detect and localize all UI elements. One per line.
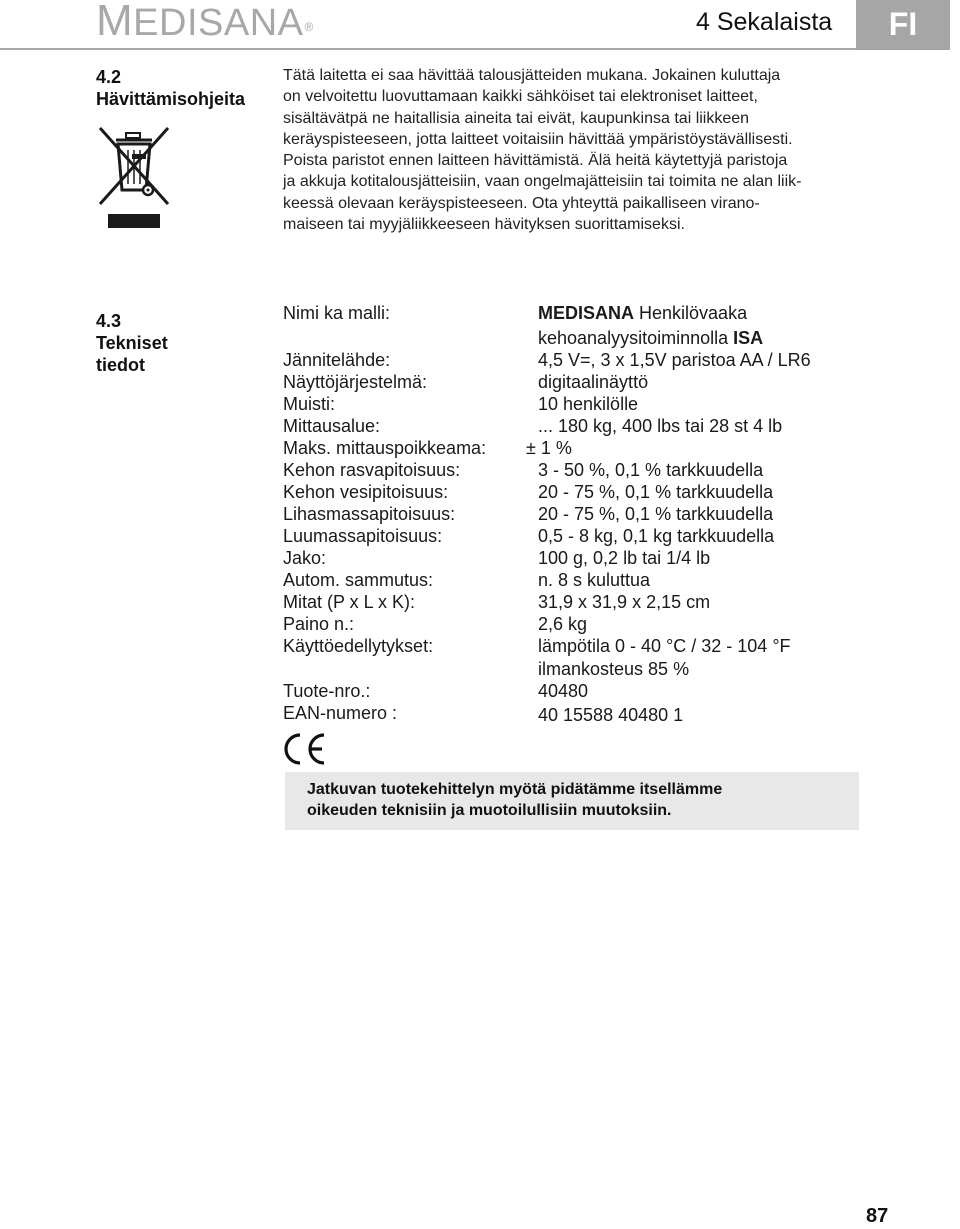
section-heading-disposal [96, 66, 245, 110]
spec-label: Käyttöedellytykset: [283, 636, 434, 656]
spec-row [283, 371, 923, 393]
spec-row [283, 481, 923, 503]
disposal-instructions [283, 65, 860, 235]
disposal-line: keessä olevaan keräyspisteeseen. Ota yhteyttä paikalliseen virano- [283, 194, 760, 212]
spec-row [283, 635, 923, 657]
spec-value: ilmankosteus 85 % [538, 659, 690, 679]
disposal-line: maiseen tai myyjäliikkeeseen hävityksen suorittamiseksi. [283, 216, 685, 234]
spec-value: 10 henkilölle [538, 394, 639, 414]
spec-value: 31,9 x 31,9 x 2,15 cm [538, 592, 711, 612]
spec-label: Jako: [283, 548, 327, 568]
spec-value: ... 180 kg, 400 lbs tai 28 st 4 lb [538, 416, 783, 436]
spec-value: 100 g, 0,2 lb tai 1/4 lb [538, 548, 711, 568]
spec-value: 40480 [538, 681, 589, 701]
page-header [0, 0, 960, 50]
spec-label: Kehon rasvapitoisuus: [283, 460, 461, 480]
header-divider [0, 48, 856, 50]
spec-value: digitaalinäyttö [538, 372, 649, 392]
spec-value: 40 15588 40480 1 [538, 705, 684, 725]
spec-row [283, 415, 923, 437]
crossed-out-wheelie-bin-icon [96, 124, 172, 232]
spec-value: kehoanalyysitoiminnolla ISA [538, 328, 764, 348]
spec-label: Kehon vesipitoisuus: [283, 482, 449, 502]
spec-label: Mittausalue: [283, 416, 381, 436]
spec-row [283, 349, 923, 371]
spec-value: 20 - 75 %, 0,1 % tarkkuudella [538, 482, 774, 502]
disposal-line: keräyspisteeseen, jotta laitteet voitaisiin hävittää ympäristöystävällisesti. [283, 130, 793, 148]
spec-row [283, 437, 923, 459]
spec-value: 2,6 kg [538, 614, 588, 634]
spec-label: Jännitelähde: [283, 350, 391, 370]
spec-label: EAN-numero : [283, 703, 398, 723]
spec-row [283, 302, 923, 324]
spec-row [283, 680, 923, 702]
spec-row [283, 591, 923, 613]
spec-row [283, 658, 923, 680]
spec-label: Autom. sammutus: [283, 570, 434, 590]
spec-value: ± 1 % [526, 438, 572, 458]
notice-line: Jatkuvan tuotekehittelyn myötä pidätämme itsellämme [307, 781, 723, 798]
language-tab: FI [856, 0, 950, 50]
disposal-line: Poista paristot ennen laitteen hävittämistä. Älä heitä käytettyjä paristoja [283, 152, 788, 170]
spec-value: lämpötila 0 - 40 °C / 32 - 104 °F [538, 636, 791, 656]
section-title: Hävittämisohjeita [96, 89, 246, 109]
section-number: 4.2 [96, 67, 122, 87]
section-title: Tekniset [96, 333, 168, 353]
spec-value: 3 - 50 %, 0,1 % tarkkuudella [538, 460, 764, 480]
section-number: 4.3 [96, 311, 122, 331]
spec-label: Maks. mittauspoikkeama: [283, 438, 487, 458]
spec-row [283, 702, 923, 724]
chapter-title: 4 Sekalaista [696, 8, 833, 36]
ce-mark-icon [280, 730, 328, 768]
spec-label: Mitat (P x L x K): [283, 592, 416, 612]
spec-label: Nimi ka malli: [283, 303, 391, 323]
notice-line: oikeuden teknisiin ja muotoilullisiin muutoksiin. [307, 802, 672, 819]
disposal-line: sisältävätpä ne haitallisia aineita tai eivät, kaupunkinsa tai liikkeen [283, 109, 750, 127]
spec-row [283, 503, 923, 525]
spec-value: n. 8 s kuluttua [538, 570, 651, 590]
notice-box [285, 772, 859, 830]
section-heading-specs [96, 310, 168, 376]
spec-label: Tuote-nro.: [283, 681, 371, 701]
spec-row [283, 393, 923, 415]
spec-row [283, 525, 923, 547]
disposal-line: Tätä laitetta ei saa hävittää talousjätteiden mukana. Jokainen kuluttaja [283, 67, 781, 84]
spec-label: Luumassapitoisuus: [283, 526, 443, 546]
disposal-line: on velvoitettu luovuttamaan kaikki sähköiset tai elektroniset laitteet, [283, 88, 758, 106]
spec-value: MEDISANA Henkilövaaka [538, 303, 748, 323]
spec-row [283, 547, 923, 569]
spec-label: Lihasmassapitoisuus: [283, 504, 456, 524]
spec-row [283, 569, 923, 591]
spec-value: 4,5 V=, 3 x 1,5V paristoa AA / LR6 [538, 350, 811, 370]
spec-row [283, 327, 923, 349]
spec-label: Muisti: [283, 394, 336, 414]
spec-row [283, 613, 923, 635]
spec-row [283, 459, 923, 481]
spec-label: Paino n.: [283, 614, 355, 634]
disposal-line: ja akkuja kotitalousjätteisiin, vaan ongelmajätteisiin tai toimita ne alan liik- [283, 173, 802, 191]
spec-label: Näyttöjärjestelmä: [283, 372, 428, 392]
spec-value: 0,5 - 8 kg, 0,1 kg tarkkuudella [538, 526, 775, 546]
medisana-logo: MEDISANA® [96, 0, 314, 45]
page-number: 87 [866, 1205, 889, 1227]
section-title: tiedot [96, 355, 145, 375]
spec-value: 20 - 75 %, 0,1 % tarkkuudella [538, 504, 774, 524]
